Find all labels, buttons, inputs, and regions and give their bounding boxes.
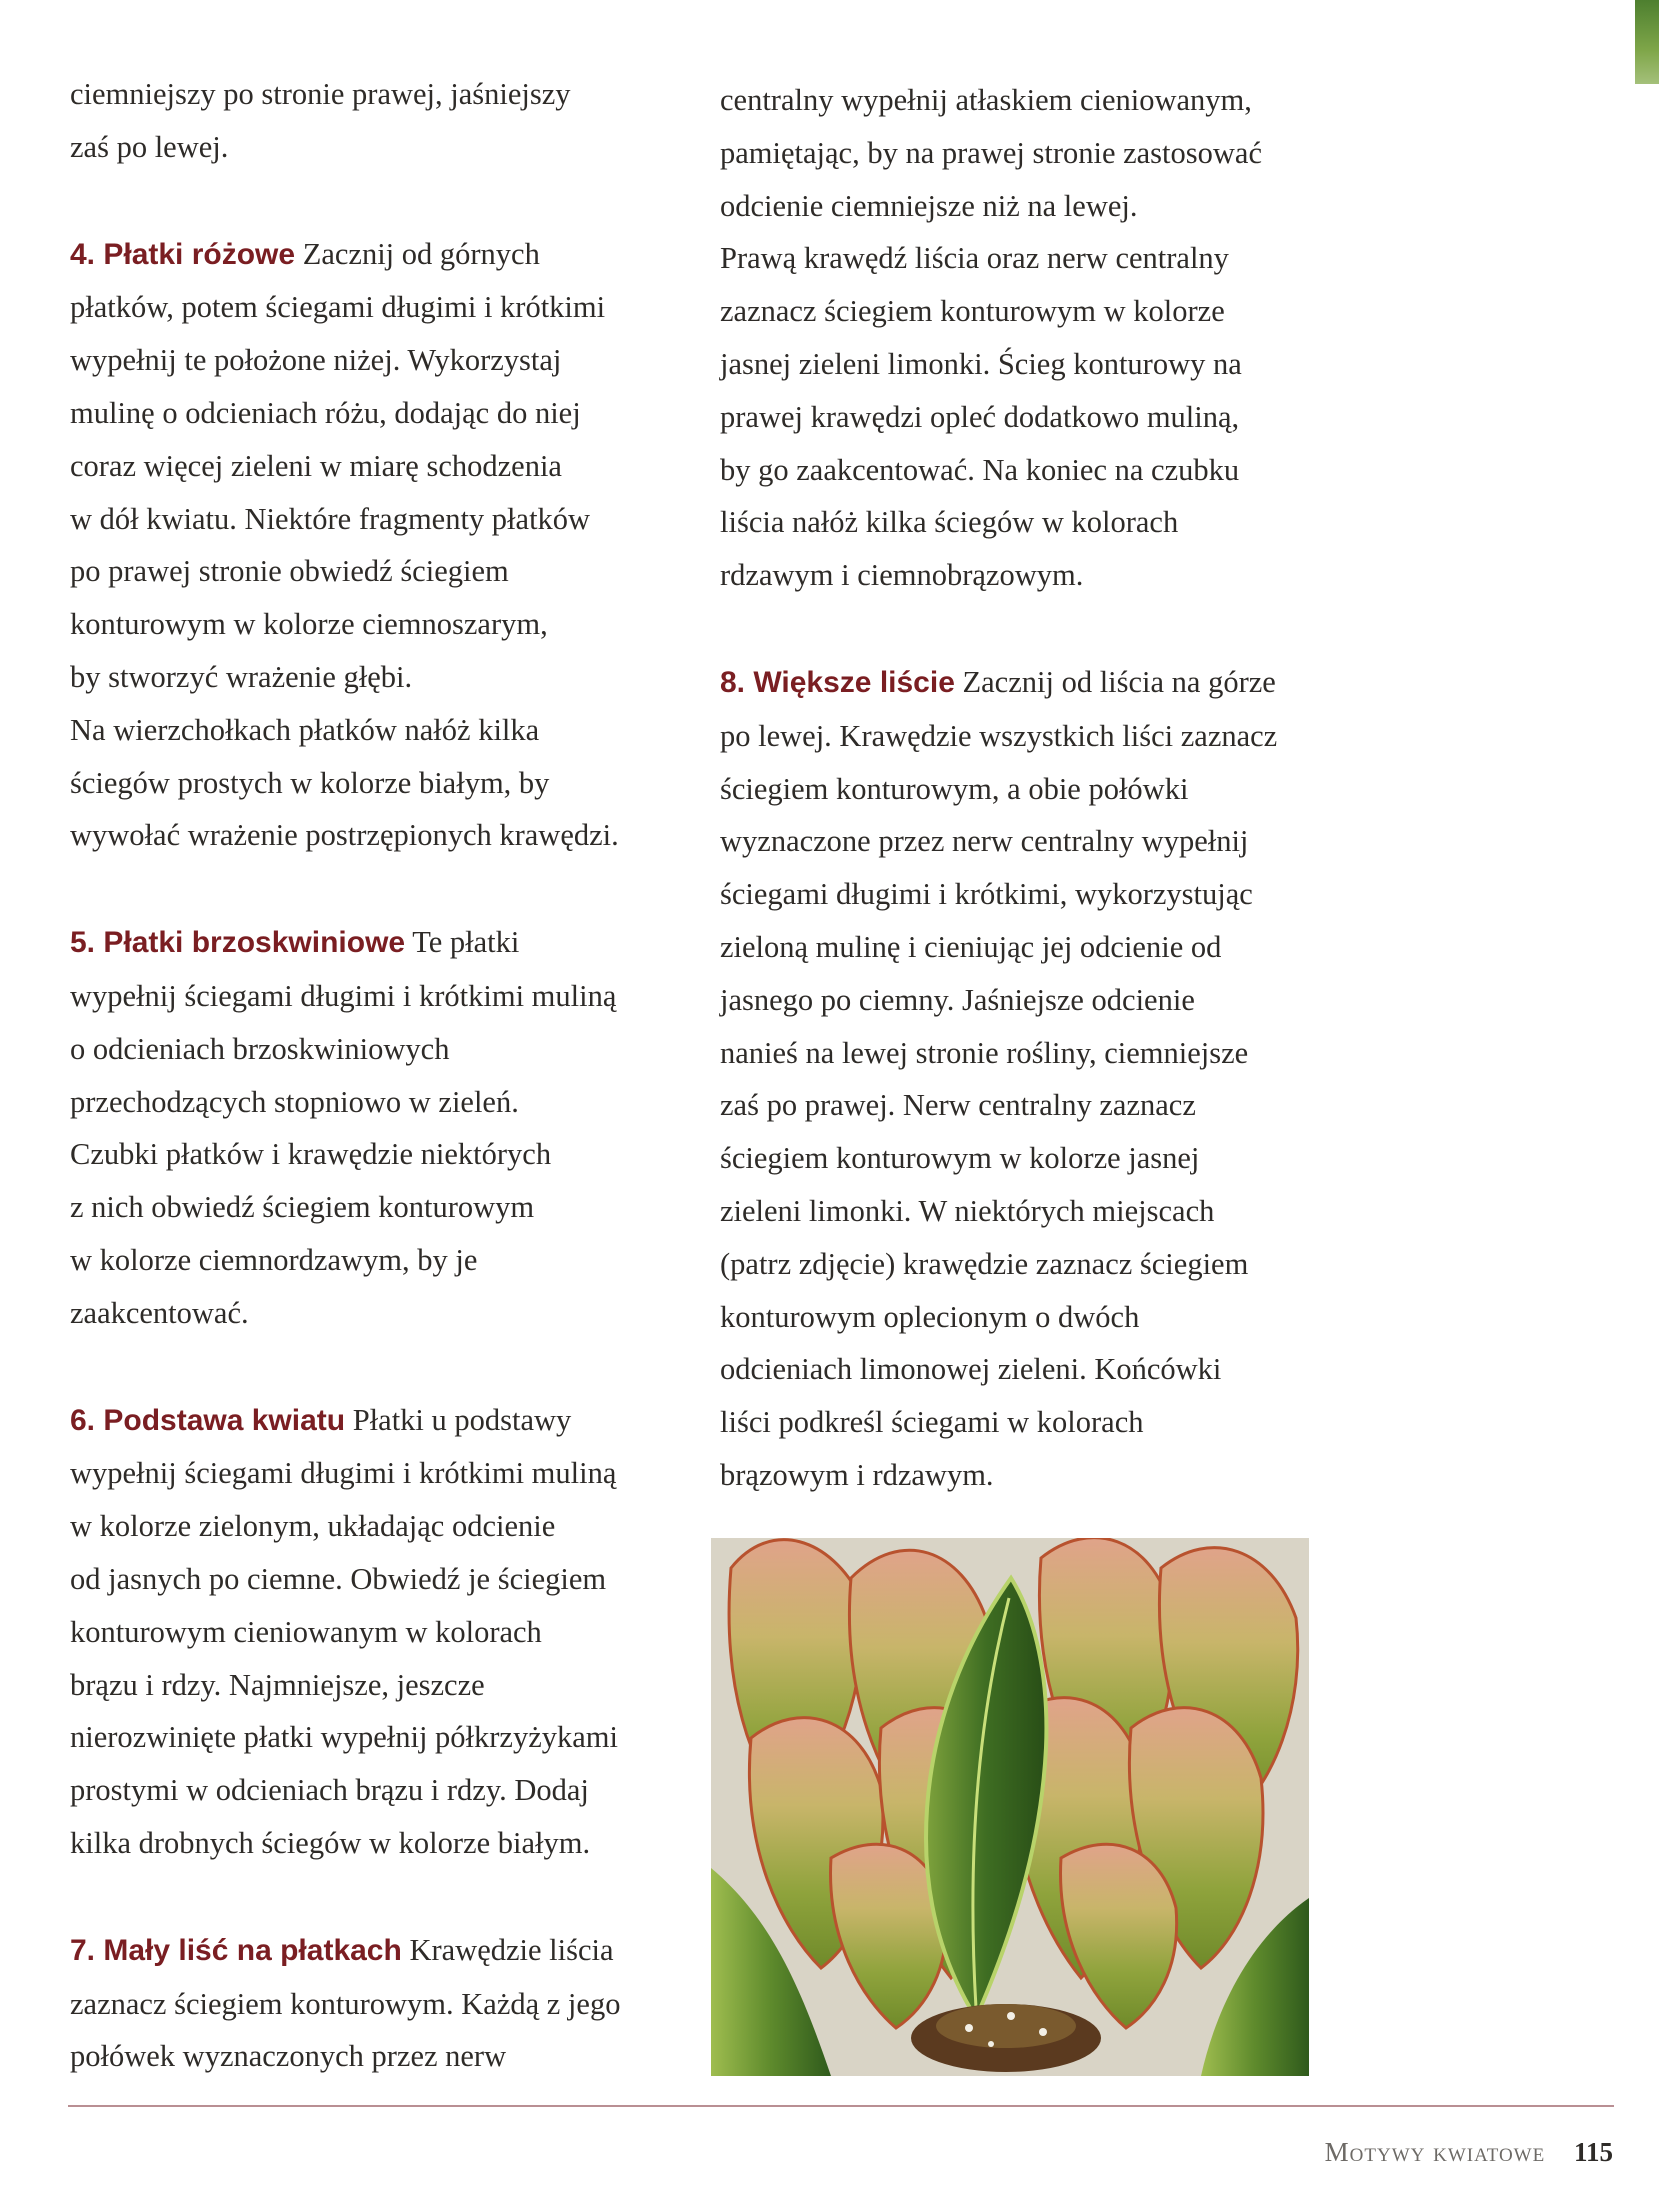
text-line: jasnej zieleni limonki. Ścieg konturowy na	[720, 346, 1242, 381]
text-line: po prawej stronie obwiedź ściegiem	[70, 554, 509, 589]
text-line: w kolorze ciemnordzawym, by je	[70, 1242, 478, 1277]
section-heading: 5. Płatki brzoskwiniowe	[70, 926, 406, 960]
text-line: wypełnij ściegami długimi i krótkimi muliną	[70, 1456, 617, 1491]
paragraph-continued	[70, 68, 710, 174]
section-heading: 8. Większe liście	[720, 665, 955, 699]
section-first-line: Płatki u podstawy	[352, 1402, 572, 1437]
text-line: by go zaakcentować. Na koniec na czubku	[720, 452, 1240, 487]
text-line: ciemniejszy po stronie prawej, jaśniejszy	[70, 77, 571, 111]
text-line: w kolorze zielonym, układając odcienie	[70, 1509, 556, 1544]
text-line: ściegiem konturowym w kolorze jasnej	[720, 1141, 1200, 1176]
section-4-petals-pink	[70, 228, 710, 863]
text-line: od jasnych po ciemne. Obwiedź je ściegiem	[70, 1561, 607, 1596]
text-line: zieloną mulinę i cieniując jej odcienie od	[720, 929, 1222, 964]
text-line: konturowym oplecionym o dwóch	[720, 1299, 1140, 1334]
text-line: pamiętając, by na prawej stronie zastosować	[720, 135, 1263, 170]
text-line: nanieś na lewej stronie rośliny, ciemniejsze	[720, 1035, 1249, 1070]
section-heading: 6. Podstawa kwiatu	[70, 1403, 346, 1437]
text-line: zaznacz ściegiem konturowym. Każdą z jego	[70, 1986, 621, 2021]
text-line: mulinę o odcieniach różu, dodając do niej	[70, 395, 581, 430]
text-line: połówek wyznaczonych przez nerw	[70, 2039, 507, 2074]
text-line: (patrz zdjęcie) krawędzie zaznacz ściegiem	[720, 1246, 1249, 1281]
text-line: zaś po lewej.	[70, 129, 229, 164]
text-line: z nich obwiedź ściegiem konturowym	[70, 1190, 535, 1225]
text-line: zieleni limonki. W niektórych miejscach	[720, 1193, 1215, 1228]
text-line: Prawą krawędź liścia oraz nerw centralny	[720, 241, 1229, 276]
section-first-line: Zacznij od liścia na górze	[962, 664, 1276, 699]
text-line: wyznaczone przez nerw centralny wypełnij	[720, 824, 1249, 859]
page-corner-tab	[1635, 0, 1659, 84]
text-line: zaznacz ściegiem konturowym w kolorze	[720, 294, 1225, 329]
text-line: liści podkreśl ściegami w kolorach	[720, 1405, 1144, 1440]
text-line: po lewej. Krawędzie wszystkich liści zaznacz	[720, 718, 1278, 753]
section-first-line: Zacznij od górnych	[302, 236, 540, 271]
section-7-small-leaf	[70, 1924, 710, 2083]
text-line: Czubki płatków i krawędzie niektórych	[70, 1137, 552, 1172]
text-line: wypełnij te położone niżej. Wykorzystaj	[70, 343, 562, 378]
text-line: o odcieniach brzoskwiniowych	[70, 1031, 450, 1066]
footer-rule	[68, 2105, 1614, 2107]
text-line: brązu i rdzy. Najmniejsze, jeszcze	[70, 1667, 485, 1702]
page-number: 115	[1573, 2137, 1613, 2167]
text-line: wywołać wrażenie postrzępionych krawędzi.	[70, 818, 619, 853]
text-line: odcieniach limonowej zieleni. Końcówki	[720, 1352, 1222, 1387]
text-line: brązowym i rdzawym.	[720, 1457, 994, 1492]
text-line: zaakcentować.	[70, 1295, 249, 1330]
text-line: wypełnij ściegami długimi i krótkimi muliną	[70, 978, 617, 1013]
text-line: prawej krawędzi opleć dodatkowo muliną,	[720, 399, 1240, 434]
text-line: konturowym cieniowanym w kolorach	[70, 1614, 542, 1649]
section-heading: 7. Mały liść na płatkach	[70, 1933, 402, 1967]
text-line: prostymi w odcieniach brązu i rdzy. Dodaj	[70, 1773, 589, 1808]
text-line: kilka drobnych ściegów w kolorze białym.	[70, 1825, 591, 1860]
text-line: w dół kwiatu. Niektóre fragmenty płatków	[70, 501, 591, 536]
text-line: zaś po prawej. Nerw centralny zaznacz	[720, 1088, 1196, 1123]
text-line: liścia nałóż kilka ściegów w kolorach	[720, 505, 1179, 540]
text-line: rdzawym i ciemnobrązowym.	[720, 558, 1084, 593]
embroidery-photo	[711, 1538, 1309, 2076]
text-line: konturowym w kolorze ciemnoszarym,	[70, 607, 548, 642]
section-first-line: Te płatki	[412, 925, 520, 960]
text-line: odcienie ciemniejsze niż na lewej.	[720, 188, 1138, 223]
footer-section-title: Motywy kwiatowe	[1324, 2137, 1546, 2167]
section-heading: 4. Płatki różowe	[70, 237, 296, 271]
text-line: by stworzyć wrażenie głębi.	[70, 659, 413, 694]
section-8-larger-leaves	[720, 656, 1360, 1502]
page-footer	[1325, 2137, 1613, 2168]
text-line: nierozwinięte płatki wypełnij półkrzyżykami	[70, 1720, 618, 1755]
text-line: Na wierzchołkach płatków nałóż kilka	[70, 712, 540, 747]
section-5-petals-peach	[70, 916, 710, 1339]
text-line: centralny wypełnij atłaskiem cieniowanym,	[720, 83, 1252, 117]
left-column	[70, 68, 710, 2083]
text-line: coraz więcej zieleni w miarę schodzenia	[70, 448, 562, 483]
paragraph-continued	[720, 74, 1360, 602]
text-line: przechodzących stopniowo w zieleń.	[70, 1084, 519, 1119]
right-column	[720, 74, 1360, 1502]
text-line: ściegów prostych w kolorze białym, by	[70, 765, 550, 800]
text-line: płatków, potem ściegami długimi i krótkimi	[70, 290, 606, 325]
text-line: ściegami długimi i krótkimi, wykorzystując	[720, 877, 1253, 912]
text-line: ściegiem konturowym, a obie połówki	[720, 771, 1189, 806]
section-6-flower-base	[70, 1394, 710, 1870]
section-first-line: Krawędzie liścia	[409, 1932, 614, 1967]
text-line: jasnego po ciemny. Jaśniejsze odcienie	[720, 982, 1195, 1017]
